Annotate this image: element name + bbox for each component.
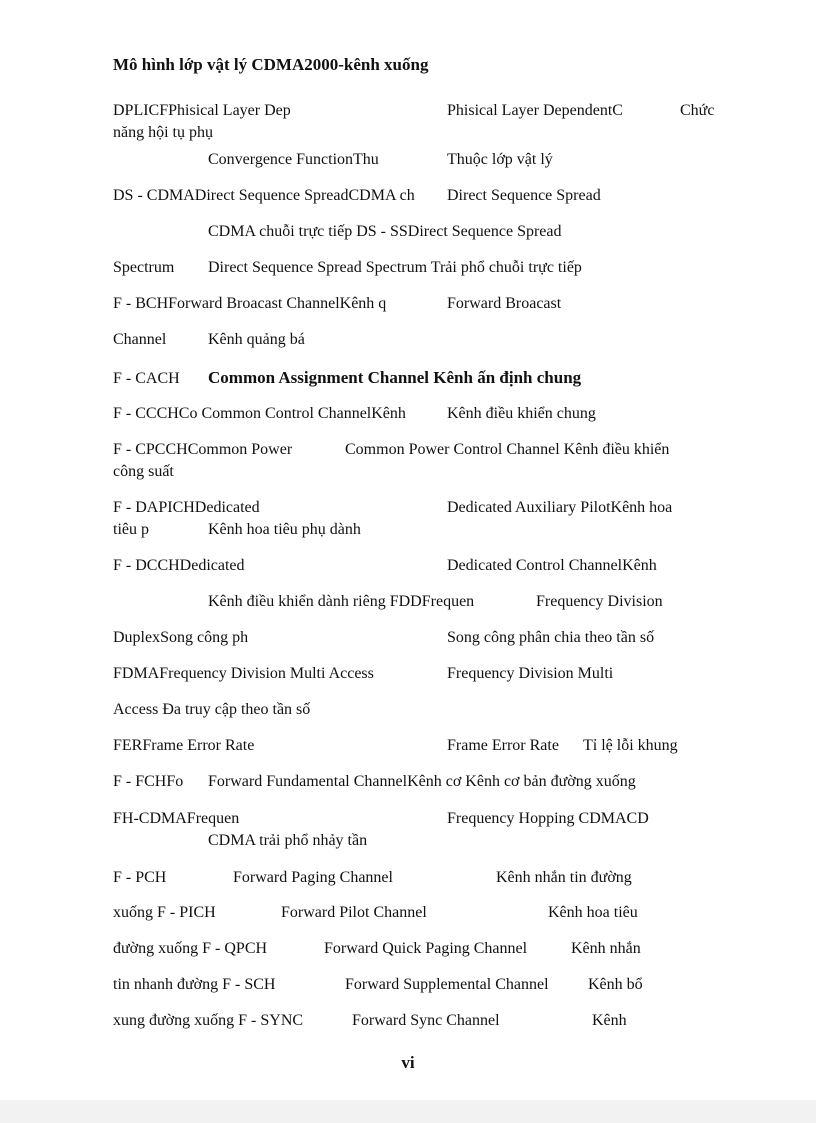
line-10-col-b: Common Power Control Channel Kênh điều khiển	[345, 441, 670, 458]
line-20-col-a: F - FCHFo	[113, 773, 184, 790]
line-19-col-c: Frame Error Rate	[447, 737, 559, 754]
line-14-col-a: F - DCCHDedicated	[113, 557, 245, 574]
line-25-col-b: Forward Quick Paging Channel	[324, 940, 528, 957]
line-15-col-b: Kênh điều khiển dành riêng FDDFrequen	[208, 593, 475, 610]
line-23-col-b: Forward Paging Channel	[233, 869, 393, 886]
line-21-col-a: FH-CDMAFrequen	[113, 810, 240, 827]
line-20-col-b: Forward Fundamental ChannelKênh cơ Kênh cơ bản đường xuống	[208, 773, 636, 790]
line-7-col-b: Kênh quảng bá	[208, 331, 305, 348]
line-19-col-d: Tỉ lệ lỗi khung	[583, 737, 678, 754]
line-13-col-a: tiêu p	[113, 521, 149, 538]
line-0-col-a: DPLICFPhisical Layer Dep	[113, 102, 291, 119]
line-13-col-b: Kênh hoa tiêu phụ dành	[208, 521, 361, 538]
line-4-col-b: CDMA chuỗi trực tiếp DS - SSDirect Sequence Spread	[208, 223, 562, 240]
line-2-col-c: Thuộc lớp vật lý	[447, 151, 553, 168]
line-11-col-a: công suất	[113, 463, 174, 480]
page-title: Mô hình lớp vật lý CDMA2000-kênh xuống	[113, 55, 429, 74]
line-27-col-c: Kênh	[592, 1012, 627, 1029]
line-24-col-c: Kênh hoa tiêu	[548, 904, 638, 921]
line-17-col-a: FDMAFrequency Division Multi Access	[113, 665, 374, 682]
line-8-col-a: F - CACH	[113, 370, 180, 387]
line-25-col-c: Kênh nhắn	[571, 940, 641, 957]
line-5-col-a: Spectrum	[113, 259, 175, 276]
line-5-col-b: Direct Sequence Spread Spectrum Trải phổ chuỗi trực tiếp	[208, 259, 582, 276]
line-17-col-c: Frequency Division Multi	[447, 665, 614, 682]
line-0-col-c: Chức	[680, 102, 715, 119]
line-23-col-c: Kênh nhắn tin đường	[496, 869, 632, 886]
line-24-col-a: xuống F - PICH	[113, 904, 216, 921]
line-9-col-a: F - CCCHCo Common Control ChannelKênh	[113, 405, 406, 422]
line-19-col-a: FERFrame Error Rate	[113, 737, 255, 754]
line-14-col-c: Dedicated Control ChannelKênh	[447, 557, 657, 574]
line-12-col-c: Dedicated Auxiliary PilotKênh hoa	[447, 499, 673, 516]
line-7-col-a: Channel	[113, 331, 167, 348]
line-26-col-b: Forward Supplemental Channel	[345, 976, 549, 993]
line-24-col-b: Forward Pilot Channel	[281, 904, 427, 921]
line-8-col-b: Common Assignment Channel Kênh ấn định chung	[208, 368, 582, 387]
line-12-col-a: F - DAPICHDedicated	[113, 499, 260, 516]
line-9-col-c: Kênh điều khiển chung	[447, 405, 596, 422]
line-26-col-c: Kênh bổ	[588, 976, 643, 993]
line-3-col-a: DS - CDMADirect Sequence SpreadCDMA ch	[113, 187, 415, 204]
line-0-col-b: Phisical Layer DependentC	[447, 102, 623, 119]
line-22-col-b: CDMA trải phổ nhảy tần	[208, 832, 368, 849]
line-3-col-c: Direct Sequence Spread	[447, 187, 601, 204]
line-10-col-a: F - CPCCHCommon Power	[113, 441, 293, 458]
line-16-col-a: DuplexSong công ph	[113, 629, 249, 646]
line-27-col-b: Forward Sync Channel	[352, 1012, 500, 1029]
line-21-col-c: Frequency Hopping CDMACD	[447, 810, 649, 827]
line-15-col-c: Frequency Division	[536, 593, 663, 610]
line-6-col-a: F - BCHForward Broacast ChannelKênh q	[113, 295, 387, 312]
line-2-col-b: Convergence FunctionThu	[208, 151, 379, 168]
line-6-col-c: Forward Broacast	[447, 295, 562, 312]
line-18-col-a: Access Đa truy cập theo tần số	[113, 701, 311, 718]
page-number: vi	[401, 1053, 415, 1072]
line-23-col-a: F - PCH	[113, 869, 167, 886]
line-16-col-c: Song công phân chia theo tần số	[447, 629, 655, 646]
line-27-col-a: xung đường xuống F - SYNC	[113, 1012, 304, 1029]
line-25-col-a: đường xuống F - QPCH	[113, 940, 268, 957]
page-bottom-margin	[0, 1100, 816, 1123]
line-26-col-a: tin nhanh đường F - SCH	[113, 976, 276, 993]
line-1-col-a: năng hội tụ phụ	[113, 124, 213, 141]
